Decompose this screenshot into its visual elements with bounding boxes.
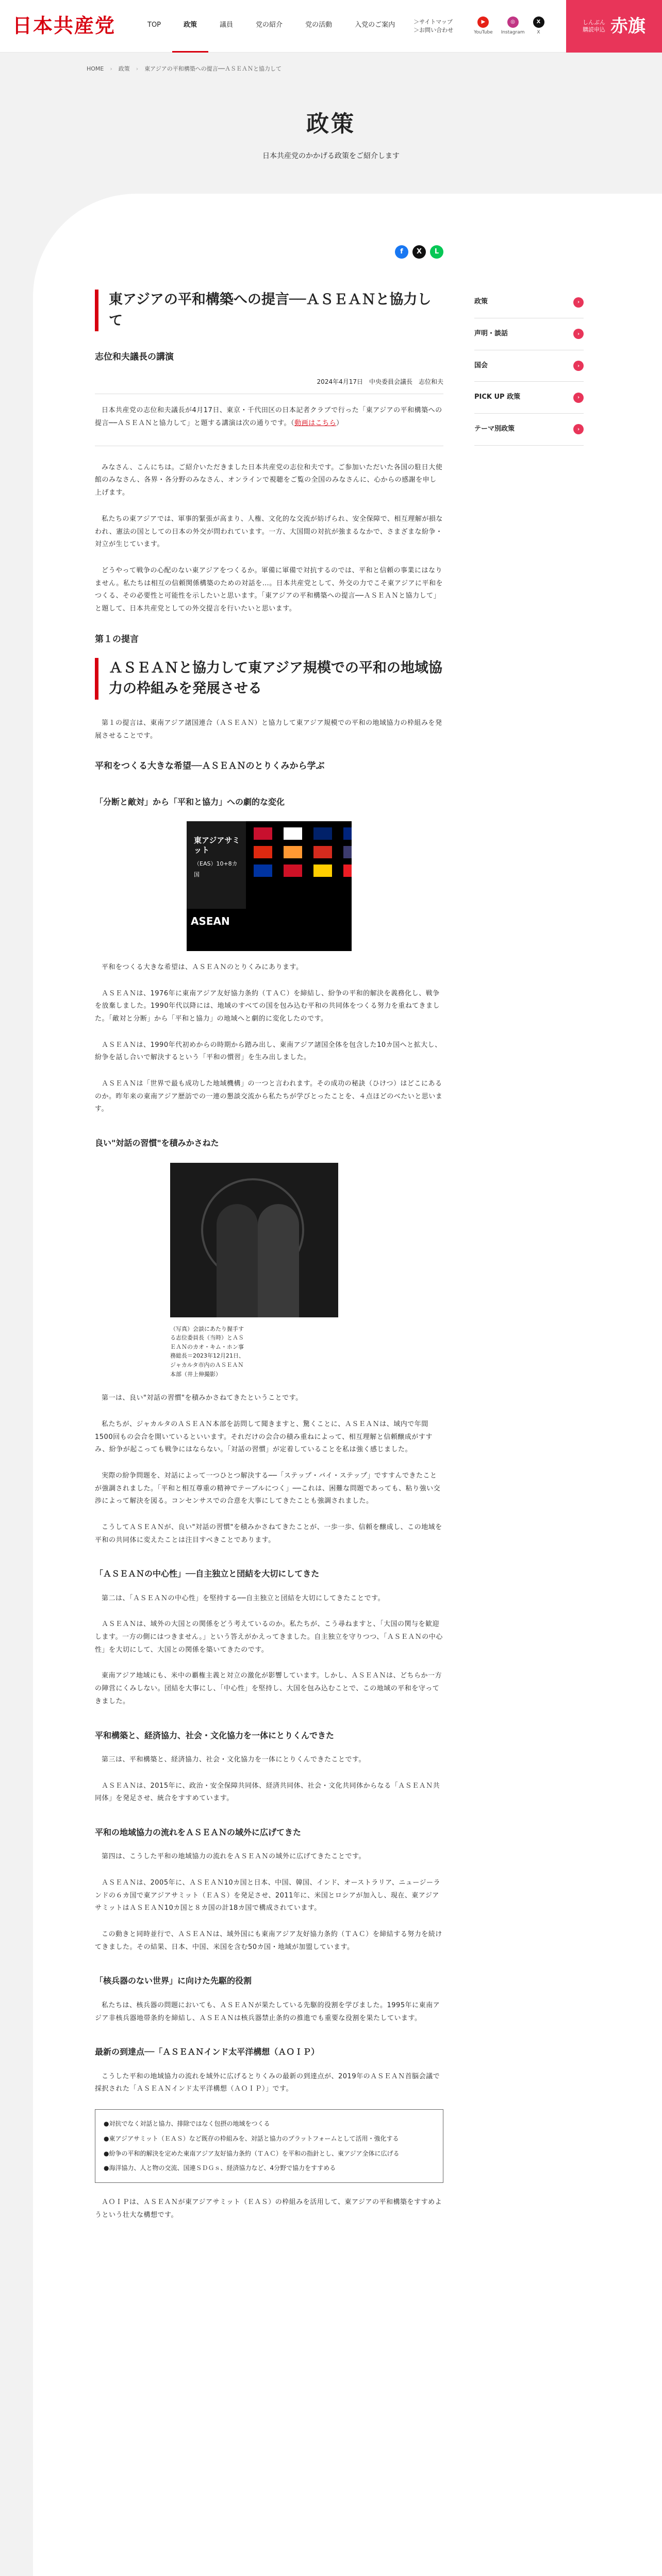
topic-heading: 「分断と敵対」から「平和と協力」への劇的な変化 (95, 796, 285, 807)
nav-join[interactable]: 入党のご案内 (355, 21, 395, 29)
flag-icon (254, 846, 272, 858)
flag-icon (254, 865, 272, 877)
flag-icon (313, 827, 332, 840)
flag-icon (284, 865, 302, 877)
meeting-photo (170, 1163, 338, 1317)
site-header (0, 0, 662, 53)
list-item: ●対抗でなく対話と協力、排除ではなく包摂の地域をつくる (104, 2120, 270, 2128)
paragraph: ＡＳＥＡＮは、1990年代初めからの時期から踏み出し、東南アジア諸国全体を包含した10カ国へと拡大し、紛争を話し合いで解決するという「平和の慣習」を生み出しました。 (95, 1041, 442, 1062)
nav-top[interactable]: TOP (147, 21, 161, 29)
breadcrumb-policy[interactable]: 政策 (118, 65, 130, 72)
sidebar-item-themes[interactable]: テーマ別政策 › (474, 414, 584, 446)
paragraph: ＡＯＩＰは、ＡＳＥＡＮが東アジアサミット（ＥＡＳ）の枠組みを活用して、東アジアの平和構築をすすめようという壮大な構想です。 (95, 2198, 442, 2219)
sidebar-item-diet[interactable]: 国会 › (474, 350, 584, 382)
flag-grid (254, 827, 352, 877)
paragraph: ＡＳＥＡＮは、1976年に東南アジア友好協力条約（ＴＡＣ）を締結し、紛争の平和的解決を義務化し、戦争を放棄しました。1990年代以降には、地域のすべての国を包み込む平和の共同体をつくる努力を重ねてきました。「敵対と分断」から「平和と協力」の地域へと劇的に変化したのです。 (95, 989, 440, 1023)
instagram-link[interactable]: ◎ Instagram (501, 16, 525, 36)
paragraph: ＡＳＥＡＮは「世界で最も成功した地域機構」の一つと言われます。その成功の秘訣（ひけつ）はどこにあるのか。昨年来の東南アジア歴訪での一連の懇談交流から私たちが学びとったことを、４点ほどのべたいと思います。 (95, 1080, 443, 1113)
breadcrumb-current: 東アジアの平和構築への提言──ＡＳＥＡＮと協力して (144, 65, 282, 72)
sitemap-link[interactable]: ＞サイトマップ (413, 19, 453, 26)
youtube-link[interactable]: ▶ YouTube (474, 16, 493, 36)
arrow-right-icon: › (573, 297, 584, 308)
site-logo[interactable]: 日本共産党 (12, 14, 116, 38)
photo-caption: （写真）会談にあたり握手する志位委員長（当時）とＡＳＥＡＮのカオ・キム・ホン事務総長＝2023年12月21日、ジャカルタ市内のＡＳＥＡＮ本部（井上伸撮影） (170, 1325, 244, 1378)
paragraph: 第二は、「ＡＳＥＡＮの中心性」を堅持する──自主独立と団結を大切にしてきたことです。 (102, 1594, 385, 1602)
nav-about[interactable]: 党の紹介 (256, 21, 283, 29)
eas-member-figure: 東アジアサミット （EAS）10+8カ国 ASEAN (187, 821, 352, 951)
youtube-icon: ▶ (477, 16, 489, 28)
akahata-subscribe-button[interactable]: しんぶん 購読申込 赤旗 (566, 0, 662, 53)
paragraph: 私たちは、核兵器の問題においても、ＡＳＥＡＮが果たしている先駆的役割を学びました。1995年に東南アジア非核兵器地帯条約を締結し、ＡＳＥＡＮは核兵器禁止条約の推進でも重要な役割を果たしています。 (95, 2001, 440, 2022)
topic-heading: 平和構築と、経済協力、社会・文化協力を一体にとりくんできた (95, 1730, 335, 1740)
list-item: ●海洋協力、人と物の交流、国連ＳＤＧｓ、経済協力など、4分野で協力をすすめる (104, 2164, 336, 2172)
header-utility-links (413, 18, 453, 34)
list-item: ●紛争の平和的解決を定めた東南アジア友好協力条約（ＴＡＣ）を平和の指針とし、東アジア全体に広げる (104, 2149, 400, 2157)
nav-policy[interactable]: 政策 (172, 0, 208, 53)
page-subtitle: 日本共産党のかかげる政策をご紹介します (262, 151, 400, 160)
sidebar (474, 245, 584, 2576)
section-heading: ＡＳＥＡＮと協力して東アジア規模での平和の地域協力の枠組みを発展させる (95, 658, 443, 700)
nav-members[interactable]: 議員 (220, 21, 234, 29)
paragraph: 私たちが、ジャカルタのＡＳＥＡＮ本部を訪問して聞きますと、驚くことに、ＡＳＥＡＮは、域内で年間1500回もの会合を開いているといいます。それだけの会合の積み重ねによって、相互理解と信頼醸成がすすみ、紛争が起こっても戦争にはならない。「対話の習慣」が定着していることを私は強く感じました。 (95, 1420, 433, 1454)
paragraph: 第１の提言は、東南アジア諸国連合（ＡＳＥＡＮ）と協力して東アジア規模での平和の地域協力の枠組みを発展させることです。 (95, 719, 442, 740)
topic-heading: 「ＡＳＥＡＮの中心性」──自主独立と団結を大切にしてきた (95, 1569, 320, 1579)
paragraph: 平和をつくる大きな希望は、ＡＳＥＡＮのとりくみにあります。 (102, 963, 303, 971)
paragraph: ＡＳＥＡＮは、2005年に、ＡＳＥＡＮ10カ国と日本、中国、韓国、インド、オーストラリア、ニュージーランドの６カ国で東アジアサミット（ＥＡＳ）を発足させ、2011年に、米国とロシアが加入し、現在、東アジアサミットはＡＳＥＡＮ10カ国と８カ国の計18カ国で構成されています。 (95, 1879, 441, 1912)
paragraph: 実際の紛争問題を、対話によって一つひとつ解決する──「ステップ・バイ・ステップ」ですすんできたことが強調されました。「平和と相互尊重の精神でテーブルにつく」──これは、困難な問題であっても、粘り強い交渉によって解決を図る。コンセンサスでの合意を大事にしてきたことも強調されました。 (95, 1471, 441, 1505)
main-panel (33, 194, 662, 2576)
flag-icon (343, 865, 352, 877)
paragraph: みなさん、こんにちは。ご紹介いただきました日本共産党の志位和夫です。ご参加いただいた各国の駐日大使館のみなさん、各界・各分野のみなさん、オンラインで視聴をご覧の全国のみなさんに、心からの感謝を申し上げます。 (95, 463, 443, 497)
topic-heading: 「核兵器のない世界」に向けた先駆的役割 (95, 1976, 252, 1986)
intro-paragraph: 日本共産党の志位和夫議長が4月17日、東京・千代田区の日本記者クラブで行った「東アジアの平和構築への提言──ＡＳＥＡＮと協力して」と題する講演は次の通りです。（動画はこちら） (95, 406, 442, 428)
paragraph: 第一は、良い"対話の習慣"を積みかさねてきたということです。 (102, 1394, 303, 1402)
flag-icon (313, 865, 332, 877)
sidebar-item-policy[interactable]: 政策 › (474, 286, 584, 318)
x-share-icon[interactable]: X (412, 245, 426, 259)
article-meta: 2024年4月17日 中央委員会議長 志位和夫 (95, 376, 443, 395)
topic-heading: 平和の地域協力の流れをＡＳＥＡＮの域外に広げてきた (95, 1827, 302, 1837)
article-title: 東アジアの平和構築への提言──ＡＳＥＡＮと協力して (95, 290, 443, 331)
arrow-right-icon: › (573, 329, 584, 339)
paragraph: こうしてＡＳＥＡＮが、良い"対話の習慣"を積みかさねてきたことが、一歩一歩、信頼を醸成し、この地域を平和の共同体に変えたことは注目すべきことであります。 (95, 1523, 442, 1544)
sns-links (474, 16, 544, 36)
page-title: 政策 (306, 110, 356, 137)
paragraph: ＡＳＥＡＮは、2015年に、政治・安全保障共同体、経済共同体、社会・文化共同体からなる「ＡＳＥＡＮ共同体」を発足させ、統合をすすめています。 (95, 1782, 440, 1803)
flag-icon (284, 827, 302, 840)
sidebar-item-pickup[interactable]: PICK UP 政策 › (474, 382, 584, 414)
topic-heading: 最新の到達点──「ＡＳＥＡＮインド太平洋構想（ＡＯＩＰ） (95, 2047, 320, 2057)
list-item: ●東アジアサミット（ＥＡＳ）など既存の枠組みを、対話と協力のプラットフォームとして活用・強化する (104, 2134, 399, 2142)
flag-icon (284, 846, 302, 858)
aoip-box (95, 2109, 443, 2183)
line-share-icon[interactable]: L (430, 245, 443, 259)
section-label: 第１の提言 (95, 634, 139, 645)
paragraph: どうやって戦争の心配のない東アジアをつくるか。軍備に軍備で対抗するのでは、平和と信頼の事業にはなりません。私たちは相互の信頼関係構築のための対話を…。日本共産党として、外交の力でこそ東アジアに平和をつくる、その必要性と可能性を示したいと思います。「東アジアの平和構築への提言──ＡＳＥＡＮと協力して」と題して、日本共産党としての外交提言を行いたいと思います。 (95, 566, 443, 613)
share-buttons (95, 245, 443, 259)
x-link[interactable]: X X (533, 16, 544, 36)
paragraph: 東南アジア地域にも、米中の覇権主義と対立の激化が影響しています。しかし、ＡＳＥＡＮは、どちらか一方の陣営にくみしない。団結を大事にし、「中心性」を堅持し、大国を包み込むことで、この地域の平和を守ってきました。 (95, 1672, 442, 1705)
chevron-right-icon: › (136, 65, 139, 72)
breadcrumb (0, 53, 662, 75)
article (95, 245, 443, 2576)
topic-heading: 良い"対話の習慣"を積みかさねた (95, 1138, 219, 1148)
contact-link[interactable]: ＞お問い合わせ (413, 26, 454, 33)
paragraph: ＡＳＥＡＮは、域外の大国との関係をどう考えているのか。私たちが、こう尋ねますと、「大国の関与を歓迎します。一方の側にはつきません。」という答えがかえってきました。自主独立を守りつつ、「ＡＳＥＡＮの中心性」を大切にして、大国との関係を築いてきたのです。 (95, 1620, 443, 1654)
page-header (0, 75, 662, 194)
paragraph: この動きと同時並行で、ＡＳＥＡＮは、域外国にも東南アジア友好協力条約（ＴＡＣ）を締結する努力を続けてきました。その結果、日本、中国、米国を含む50カ国・地域が加盟しています。 (95, 1930, 442, 1951)
chevron-right-icon: › (110, 65, 112, 72)
global-nav (136, 0, 406, 53)
x-icon: X (533, 16, 544, 28)
flag-icon (343, 846, 352, 858)
breadcrumb-home[interactable]: HOME (87, 65, 104, 72)
paragraph: 第四は、こうした平和の地域協力の流れをＡＳＥＡＮの域外に広げてきたことです。 (102, 1853, 366, 1861)
article-subtitle: 志位和夫議長の講演 (95, 352, 174, 363)
sidebar-item-statements[interactable]: 声明・談話 › (474, 318, 584, 350)
nav-activities[interactable]: 党の活動 (305, 21, 333, 29)
video-link[interactable]: 動画はこちら (294, 419, 337, 428)
instagram-icon: ◎ (507, 16, 519, 28)
flag-icon (254, 827, 272, 840)
paragraph: 第三は、平和構築と、経済協力、社会・文化協力を一体にとりくんできたことです。 (102, 1755, 366, 1764)
subsection-heading: 平和をつくる大きな希望──ＡＳＥＡＮのとりくみから学ぶ (95, 761, 325, 772)
paragraph: 私たちの東アジアでは、軍事的緊張が高まり、人権、文化的な交流が妨げられ、安全保障で、相互理解が損なわれ、憲法の国としての日本の外交が問われています。一方、大国間の対抗が強まるなかで、さまざまな紛争・対立が生じています。 (95, 515, 443, 549)
arrow-right-icon: › (573, 424, 584, 434)
flag-icon (343, 827, 352, 840)
flag-icon (313, 846, 332, 858)
facebook-share-icon[interactable]: f (395, 245, 408, 259)
paragraph: こうした平和の地域協力の流れを域外に広げるとりくみの最新の到達点が、2019年のＡＳＥＡＮ首脳会議で採択された「ＡＳＥＡＮインド太平洋構想（ＡＯＩＰ）」です。 (95, 2072, 440, 2093)
arrow-right-icon: › (573, 361, 584, 371)
arrow-right-icon: › (573, 393, 584, 403)
